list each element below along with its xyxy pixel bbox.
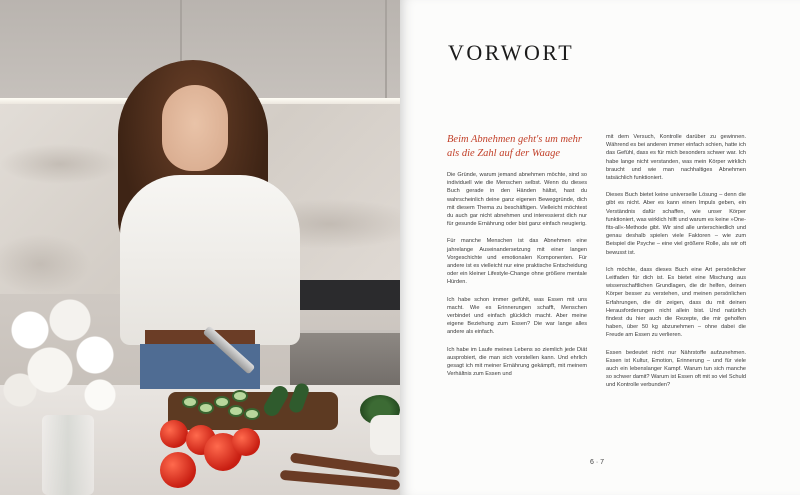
oven: [290, 330, 400, 393]
cucumber-slice: [228, 405, 244, 417]
tomato: [160, 452, 196, 488]
cucumber-slice: [198, 402, 214, 414]
tomato: [160, 420, 188, 448]
glass-vase: [42, 415, 94, 495]
paragraph: Für manche Menschen ist das Abnehmen eine jahrelange Auseinandersetzung mit einer langen Vorgeschichte und emotionalen Komponenten. Für andere ist es vielleicht nur eine praktische Entscheidung oder ein kleiner Lifestyle-Change ohne größere mentale Hürden.: [447, 238, 587, 286]
cucumber-slice: [244, 408, 260, 420]
paragraph: Die Gründe, warum jemand abnehmen möchte, sind so individuell wie die Menschen selbst. Wenn du dieses Buch gerade in den Händen hältst, hast du wahrscheinlich deine ganz eigenen Beweggründe, dich mit diesem Thema zu beschäftigen. Vielleicht möchtest du auch gar nicht abnehmen und interessierst dich nur für gesunde Ernährung oder bist ganz einfach neugierig.: [447, 172, 587, 228]
woman-face: [162, 85, 228, 171]
cucumber-slice: [232, 390, 248, 402]
paragraph: Ich habe im Laufe meines Lebens so ziemlich jede Diät ausprobiert, die man sich vorstellen kann. Und ehrlich gesagt ich mit meiner Ernährung gekämpft, mit meinem Verhältnis zum Essen und: [447, 346, 587, 378]
paragraph: Essen bedeutet nicht nur Nährstoffe aufzunehmen. Essen ist Kultur, Emotion, Erinnerung – und für viele auch ein lebenslanger Kampf. Warum tun sich manche so schwer damit? Warum ist Essen oft mit so viel Schuld und Kontrolle verbunden?: [606, 349, 746, 389]
chapter-heading: VORWORT: [448, 40, 575, 65]
paragraph: mit dem Versuch, Kontrolle darüber zu gewinnen. Während es bei anderen immer einfach schien, hatte ich das Gefühl, dass es für mich besonders schwer war. Ich habe lange nicht verstanden, was mein Körper wirklich braucht und wie man nachhaltiges Abnehmen tatsächlich funktioniert.: [606, 134, 746, 182]
cooktop: [300, 280, 400, 310]
cucumber-slice: [182, 396, 198, 408]
paragraph: Ich möchte, dass dieses Buch eine Art persönlicher Leitfaden für dich ist. Es bietet eine Mischung aus wissenschaftlichen Grundlagen, die dir helfen, deinen Körper besser zu verstehen, und meinen persönlichen Erfahrungen, die dir zeigen, dass du mit deinen Herausforderungen nicht allein bist. Und natürlich findest du hier auch die Rezepte, die mir geholfen haben, über 50 kg abzunehmen – ohne dabei die Freude am Essen zu verlieren.: [606, 266, 746, 339]
chapter-subtitle: Beim Abnehmen geht's um mehr als die Zahl auf der Waage: [447, 134, 583, 159]
white-bowl: [370, 415, 400, 455]
text-column-right: [606, 133, 746, 399]
cucumber-slice: [214, 396, 230, 408]
woman-white-blouse: [120, 175, 300, 345]
cabinet-gap: [385, 0, 387, 100]
text-column-left: [447, 133, 587, 387]
woman-belt: [145, 330, 255, 344]
paragraph: Ich habe schon immer gefühlt, was Essen mit uns macht. Wie es Erinnerungen schafft, Menschen verbindet und einfach glücklich macht. Aber meine eigene Beziehung zum Essen? Die war lange alles andere als einfach.: [447, 296, 587, 336]
page-number: 6 · 7: [590, 459, 605, 466]
white-hydrangea-flowers: [0, 290, 120, 420]
tomato: [232, 428, 260, 456]
paragraph: Dieses Buch bietet keine universelle Lösung – denn die gibt es nicht. Aber es kann einen Impuls geben, ein Verständnis dafür schaffen, wie unser Körper funktioniert, was wirklich hilft und warum es keine »One-fits-all«-Methode gibt. Wir sind alle unterschiedlich und genau deshalb spielen viele Faktoren – wie zum Beispiel die Psyche – eine viel größere Rolle, als wir oft bewusst ist.: [606, 192, 746, 256]
